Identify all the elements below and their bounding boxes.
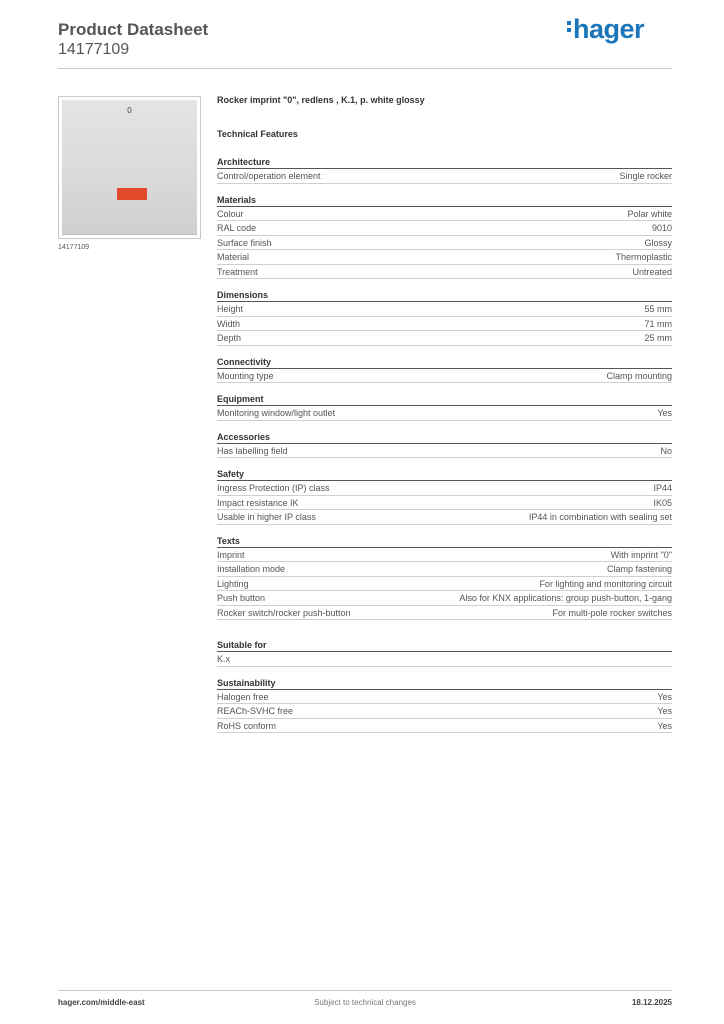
spec-value: IK05 (653, 497, 672, 508)
spec-label: Mounting type (217, 370, 274, 381)
spec-section (217, 355, 672, 384)
logo-dots-icon (567, 21, 571, 32)
spec-row (217, 481, 672, 496)
section-title: Suitable for (217, 638, 672, 652)
spec-value: IP44 (653, 483, 672, 493)
header-divider (58, 68, 672, 69)
spec-label: Material (217, 252, 250, 262)
spec-section (217, 430, 672, 459)
spec-value: IP44 in combination with sealing set (528, 512, 672, 522)
spec-section (217, 534, 672, 621)
spec-value: 71 mm (644, 318, 672, 329)
spec-row (217, 207, 672, 222)
spec-value: Untreated (632, 266, 672, 277)
spec-label: Rocker switch/rocker push-button (217, 607, 351, 618)
spec-section (217, 392, 672, 421)
footer-divider (58, 990, 672, 991)
spec-value: 55 mm (644, 304, 672, 314)
imprint-zero: 0 (127, 106, 132, 115)
section-title: Sustainability (217, 676, 672, 690)
section-title: Dimensions (217, 288, 672, 302)
page-title: Product Datasheet (58, 20, 209, 39)
spec-value: Single rocker (619, 171, 672, 181)
spec-label: Height (217, 304, 244, 314)
spec-label: Ingress Protection (IP) class (217, 483, 330, 493)
footer-website[interactable]: hager.com/middle-east (58, 998, 145, 1007)
spec-row (217, 236, 672, 251)
spec-row (217, 444, 672, 459)
spec-section (217, 288, 672, 346)
document-header (58, 20, 208, 59)
spec-row (217, 169, 672, 184)
spec-label: Control/operation element (217, 171, 321, 181)
product-number: 14177109 (58, 41, 130, 58)
spec-row (217, 221, 672, 236)
spec-row (217, 690, 672, 705)
spec-row (217, 250, 672, 265)
spec-row (217, 562, 672, 577)
section-title: Architecture (217, 155, 672, 169)
features-heading: Technical Features (217, 129, 298, 139)
section-title: Accessories (217, 430, 672, 444)
spec-value: Clamp fastening (606, 564, 672, 574)
spec-row (217, 265, 672, 280)
spec-value: For multi-pole rocker switches (552, 607, 672, 618)
spec-value: Yes (657, 720, 672, 731)
spec-label: RoHS conform (217, 720, 277, 731)
footer-date: 18.12.2025 (631, 998, 672, 1007)
section-title: Equipment (217, 392, 672, 406)
spec-value: 25 mm (644, 333, 672, 343)
rocker-plate (62, 100, 197, 235)
spec-row (217, 496, 672, 511)
spec-value: Thermoplastic (615, 252, 672, 262)
spec-value: With imprint "0" (610, 549, 672, 560)
spec-value: For lighting and monitoring circuit (539, 578, 672, 589)
spec-row (217, 719, 672, 734)
spec-value: Yes (657, 706, 672, 716)
spec-value: Clamp mounting (606, 370, 672, 381)
spec-label: Width (217, 318, 241, 329)
spec-label: Treatment (217, 266, 258, 277)
hager-logo (567, 14, 644, 44)
spec-label: Installation mode (217, 564, 286, 574)
spec-row (217, 302, 672, 317)
spec-row (217, 606, 672, 621)
spec-value: 9010 (651, 223, 672, 233)
spec-value: No (660, 445, 672, 456)
spec-label: Depth (217, 333, 242, 343)
spec-value: Glossy (644, 237, 672, 248)
spec-section (217, 638, 672, 667)
spec-row (217, 406, 672, 421)
section-title: Materials (217, 193, 672, 207)
section-title: Connectivity (217, 355, 672, 369)
product-image (58, 96, 201, 239)
spec-row (217, 577, 672, 592)
red-lens (117, 188, 147, 200)
spec-section (217, 676, 672, 734)
spec-content (217, 95, 672, 742)
spec-section (217, 193, 672, 280)
spec-row (217, 652, 672, 667)
spec-label: Monitoring window/light outlet (217, 408, 336, 418)
spec-row (217, 317, 672, 332)
spec-sections (217, 155, 672, 733)
spec-value: Yes (657, 408, 672, 418)
spec-section (217, 467, 672, 525)
spec-label: Halogen free (217, 691, 269, 702)
spec-row (217, 369, 672, 384)
spec-label: Surface finish (217, 237, 272, 248)
spec-label: Usable in higher IP class (217, 512, 316, 522)
product-title: Rocker imprint "0", redlens , K.1, p. white glossy (217, 95, 425, 105)
spec-row (217, 591, 672, 606)
spec-label: Colour (217, 208, 244, 219)
spec-section (217, 155, 672, 184)
image-caption: 14177109 (58, 244, 90, 251)
spec-label: Impact resistance IK (217, 497, 299, 508)
spec-value: Polar white (627, 208, 672, 219)
spec-label: Push button (217, 593, 266, 603)
spec-row (217, 548, 672, 563)
logo-wordmark: hager (573, 14, 645, 44)
spec-row (217, 704, 672, 719)
spec-value: Yes (657, 691, 672, 702)
section-title: Texts (217, 534, 672, 548)
spec-label: Imprint (217, 549, 245, 560)
spec-value: Also for KNX applications: group push-button, 1-gang (459, 593, 672, 603)
spec-label: RAL code (217, 223, 257, 233)
spec-label: Has labelling field (217, 445, 288, 456)
spec-label: K.x (217, 654, 231, 664)
spec-label: REACh-SVHC free (217, 706, 294, 716)
spec-label: Lighting (217, 578, 249, 589)
spec-row (217, 510, 672, 525)
section-title: Safety (217, 467, 672, 481)
spec-row (217, 331, 672, 346)
footer-note: Subject to technical changes (314, 998, 416, 1007)
